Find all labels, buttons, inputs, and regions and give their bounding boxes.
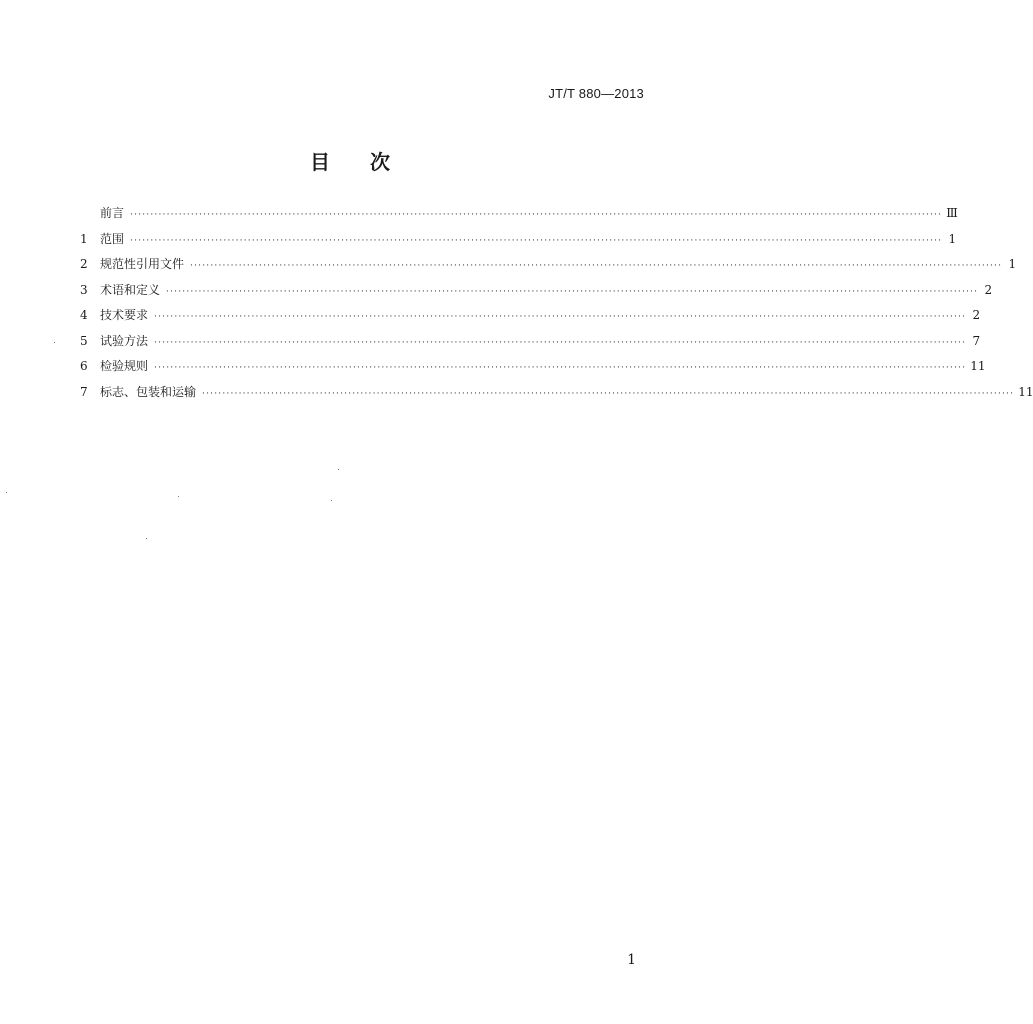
- toc-leader-dots: ········································································································································································································: [154, 363, 967, 373]
- toc-entry-4[interactable]: [80, 306, 981, 332]
- toc-entry-label: 检验规则: [100, 359, 149, 373]
- toc-entry-label: 规范性引用文件: [100, 257, 185, 271]
- table-of-contents: [80, 204, 1033, 408]
- page-number: 1: [627, 952, 636, 968]
- scan-speck: [338, 469, 339, 470]
- toc-entry-6[interactable]: [80, 357, 986, 383]
- toc-entry-number: 6: [80, 359, 88, 373]
- toc-entry-page: 1: [1008, 257, 1017, 271]
- title-char-1: 目: [310, 150, 330, 174]
- toc-leader-dots: ········································································································································································································: [190, 261, 1003, 271]
- toc-entry-3[interactable]: [80, 281, 993, 307]
- toc-leader-dots: ········································································································································································································: [166, 286, 979, 297]
- scan-speck: [54, 342, 55, 343]
- toc-leader-dots: ········································································································································································································: [130, 210, 943, 220]
- toc-entry-label: 术语和定义: [100, 282, 161, 297]
- toc-entry-5[interactable]: [80, 332, 981, 358]
- toc-leader-dots: ········································································································································································································: [154, 312, 967, 322]
- toc-entry-label: 试验方法: [100, 333, 149, 348]
- toc-entry-7[interactable]: [80, 383, 1033, 409]
- toc-entry-label: 技术要求: [100, 308, 149, 322]
- toc-leader-dots: ········································································································································································································: [130, 235, 943, 246]
- scan-speck: [146, 538, 147, 539]
- scan-speck: [178, 496, 179, 497]
- toc-entry-number: 1: [80, 231, 88, 246]
- toc-entry-page: 1: [948, 231, 957, 246]
- page-title: [0, 146, 700, 175]
- toc-entry-page: 11: [1018, 384, 1033, 399]
- toc-entry-number: 5: [80, 333, 88, 348]
- toc-entry-page: 2: [984, 282, 993, 297]
- toc-entry-page: Ⅲ: [946, 206, 958, 220]
- toc-entry-number: 4: [80, 308, 88, 322]
- standard-code: JT/T 880—2013: [548, 86, 644, 101]
- toc-entry-number: 7: [80, 384, 88, 399]
- toc-entry-1[interactable]: [80, 230, 957, 256]
- toc-entry-label: 标志、包装和运输: [100, 384, 197, 399]
- scan-speck: [6, 492, 7, 493]
- scan-speck: [331, 500, 332, 501]
- toc-entry-number: 3: [80, 282, 88, 297]
- title-char-2: 次: [370, 150, 390, 174]
- toc-leader-dots: ········································································································································································································: [154, 337, 967, 348]
- toc-entry-2[interactable]: [80, 255, 1017, 281]
- toc-entry-page: 7: [972, 333, 981, 348]
- toc-entry-page: 11: [970, 359, 986, 373]
- toc-entry-number: 2: [80, 257, 88, 271]
- toc-leader-dots: ········································································································································································································: [202, 388, 1015, 399]
- toc-entry-page: 2: [972, 308, 981, 322]
- toc-entry-label: 范围: [100, 231, 125, 246]
- toc-entry-foreword[interactable]: [80, 204, 958, 230]
- toc-entry-label: 前言: [100, 206, 125, 220]
